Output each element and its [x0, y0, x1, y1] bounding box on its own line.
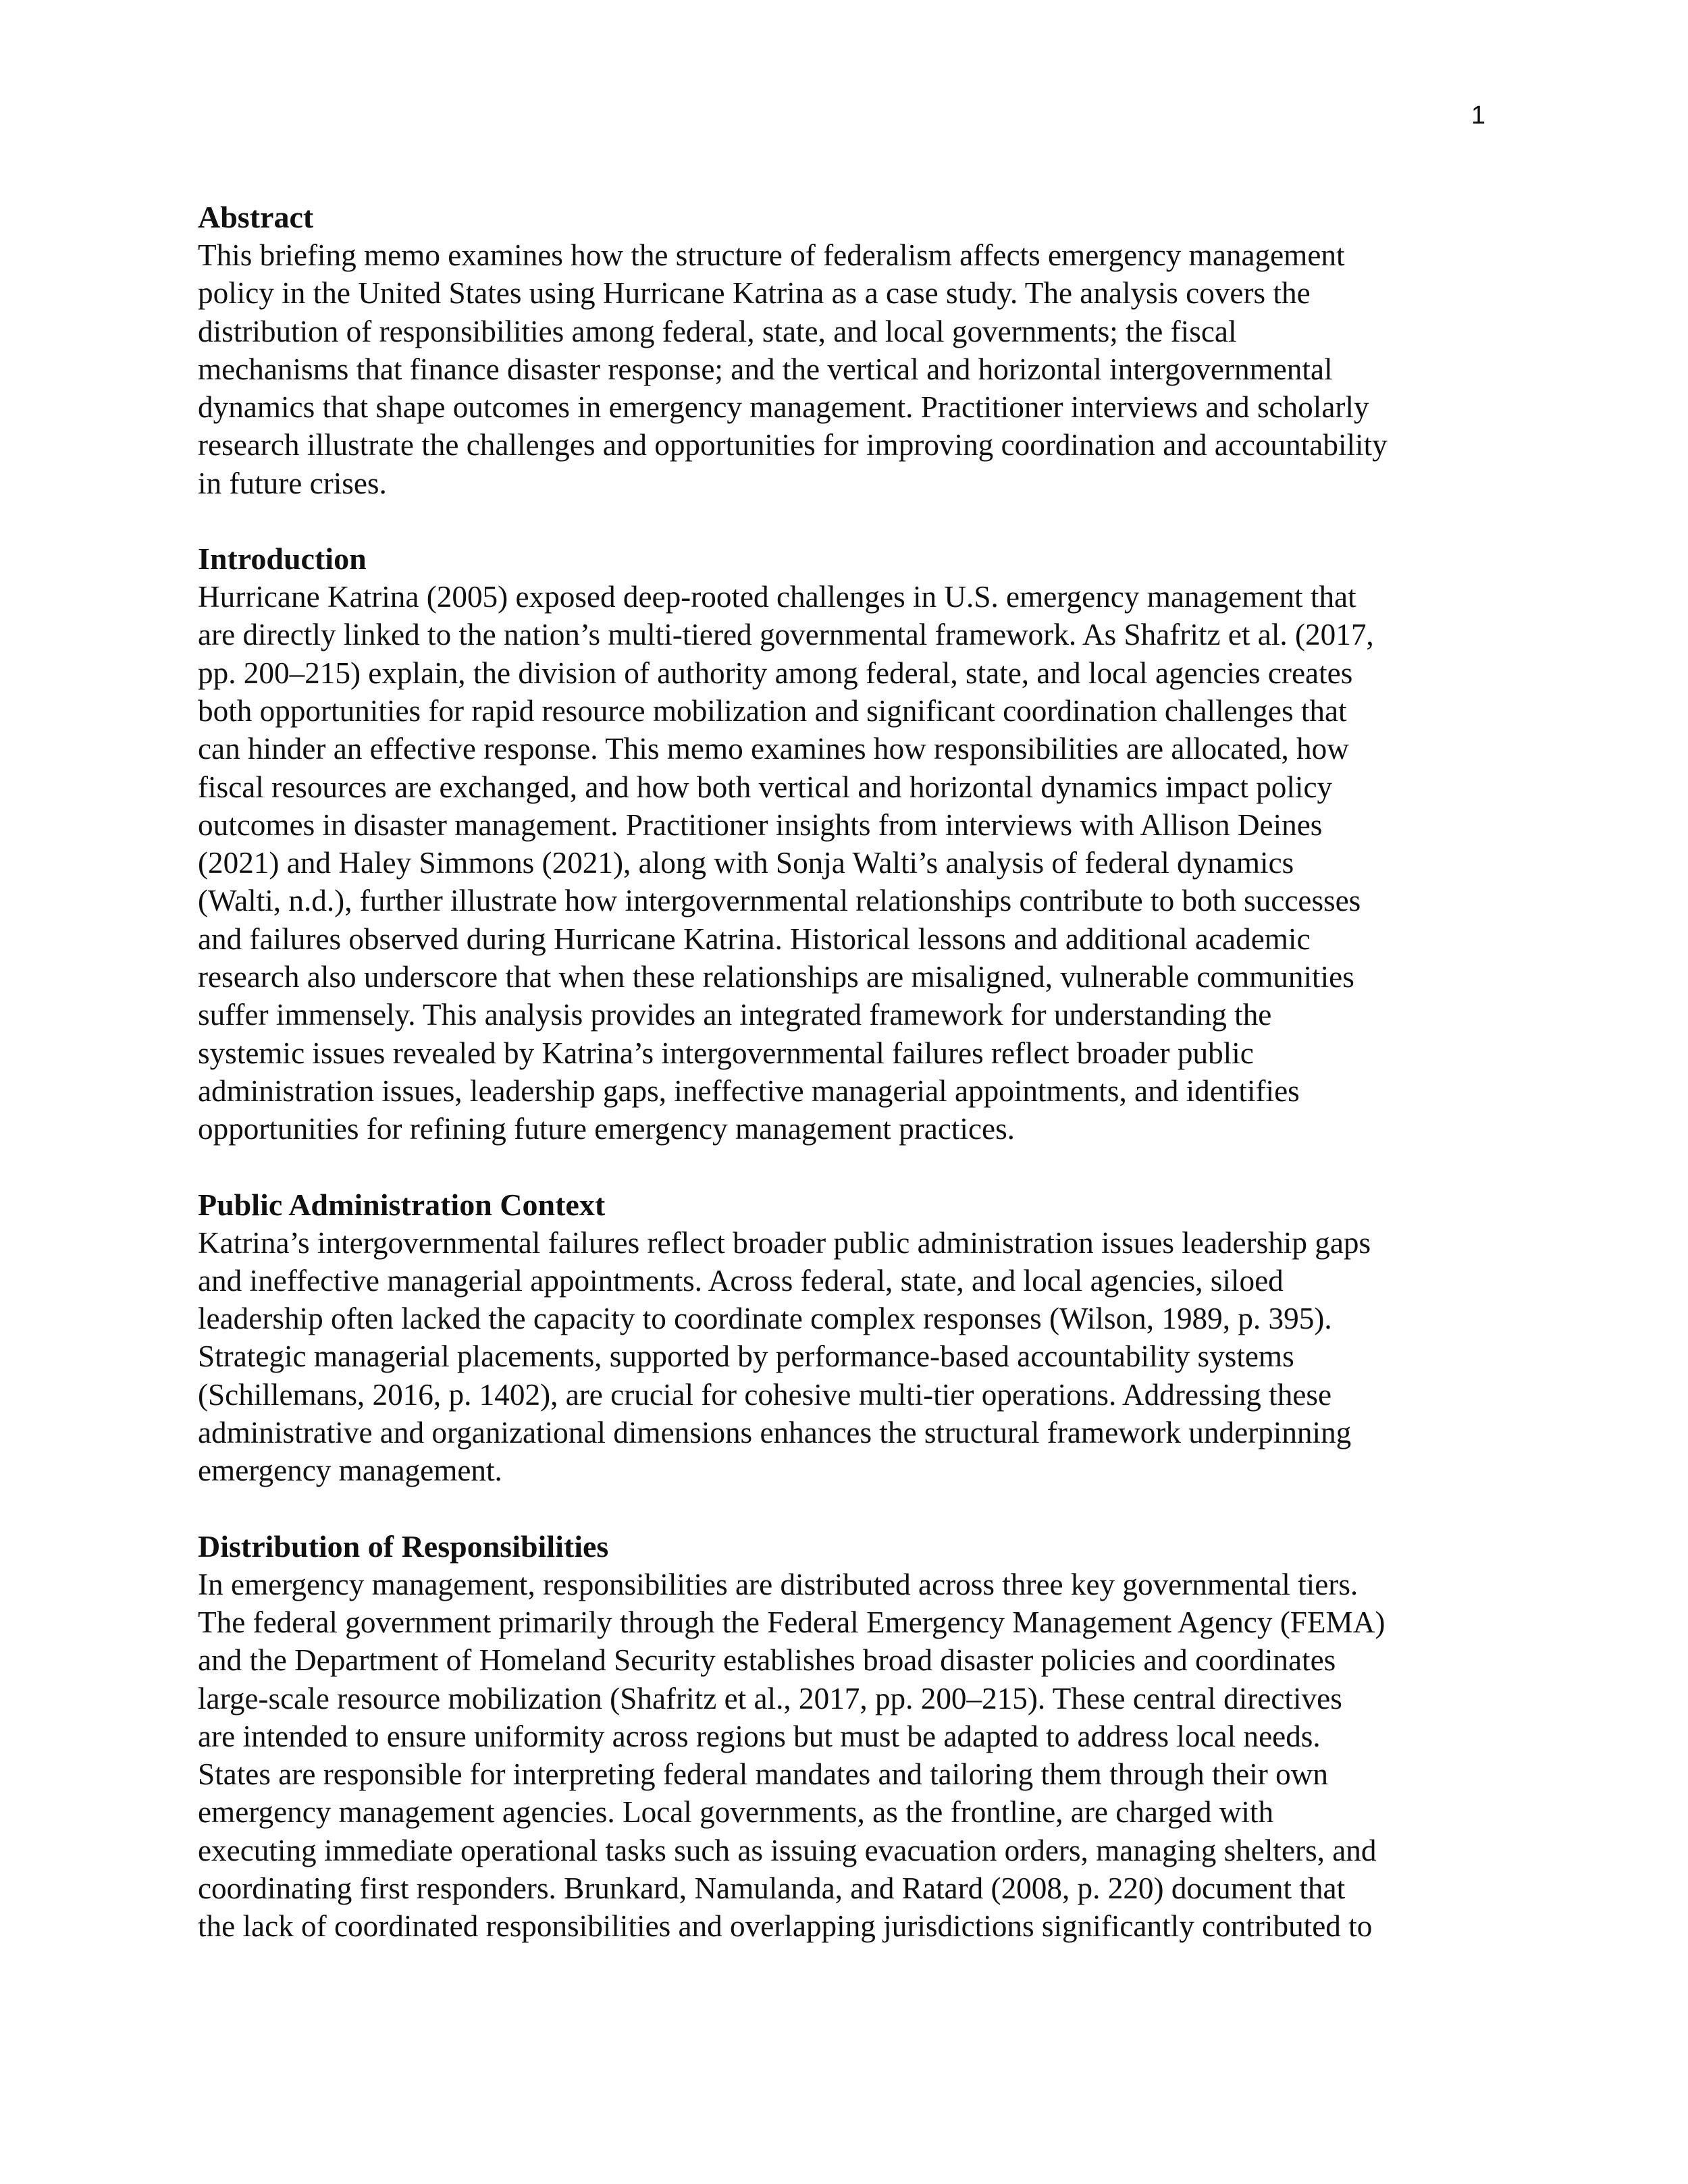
- section-abstract: [198, 198, 1501, 502]
- text-line: (Walti, n.d.), further illustrate how intergovernmental relationships contribute to both successes: [198, 884, 1361, 918]
- text-line: (2021) and Haley Simmons (2021), along with Sonja Walti’s analysis of federal dynamics: [198, 846, 1294, 880]
- text-line: the lack of coordinated responsibilities and overlapping jurisdictions significantly contributed to: [198, 1909, 1373, 1944]
- text-line: both opportunities for rapid resource mobilization and significant coordination challenges that: [198, 693, 1347, 728]
- section-paragraph: [198, 1224, 1501, 1490]
- section-public-administration-context: [198, 1186, 1501, 1490]
- text-line: emergency management agencies. Local governments, as the frontline, are charged with: [198, 1795, 1274, 1830]
- text-line: administrative and organizational dimensions enhances the structural framework underpinning: [198, 1416, 1352, 1450]
- text-line: are directly linked to the nation’s multi-tiered governmental framework. As Shafritz et al. (2017,: [198, 618, 1374, 652]
- section-paragraph: [198, 1566, 1501, 1946]
- text-line: The federal government primarily through the Federal Emergency Management Agency (FEMA): [198, 1605, 1386, 1639]
- text-line: and failures observed during Hurricane Katrina. Historical lessons and additional academic: [198, 922, 1311, 956]
- text-line: outcomes in disaster management. Practitioner insights from interviews with Allison Deines: [198, 807, 1323, 842]
- text-line: Strategic managerial placements, supported by performance-based accountability systems: [198, 1339, 1294, 1374]
- text-line: and the Department of Homeland Security establishes broad disaster policies and coordinates: [198, 1643, 1336, 1678]
- text-line: systemic issues revealed by Katrina’s intergovernmental failures reflect broader public: [198, 1036, 1254, 1070]
- page-number: 1: [1471, 101, 1485, 130]
- document-content: [198, 198, 1501, 1983]
- text-line: in future crises.: [198, 466, 387, 500]
- text-line: research also underscore that when these relationships are misaligned, vulnerable communities: [198, 960, 1354, 994]
- text-line: States are responsible for interpreting federal mandates and tailoring them through their own: [198, 1757, 1328, 1792]
- text-line: large-scale resource mobilization (Shafritz et al., 2017, pp. 200–215). These central directives: [198, 1681, 1342, 1715]
- text-line: emergency management.: [198, 1454, 502, 1488]
- text-line: fiscal resources are exchanged, and how both vertical and horizontal dynamics impact policy: [198, 770, 1333, 804]
- text-line: Katrina’s intergovernmental failures reflect broader public administration issues leadership gaps: [198, 1225, 1371, 1260]
- text-line: distribution of responsibilities among federal, state, and local governments; the fiscal: [198, 314, 1237, 348]
- text-line: policy in the United States using Hurricane Katrina as a case study. The analysis covers the: [198, 276, 1311, 311]
- text-line: This briefing memo examines how the structure of federalism affects emergency management: [198, 238, 1345, 272]
- text-line: can hinder an effective response. This memo examines how responsibilities are allocated, how: [198, 732, 1349, 766]
- text-line: dynamics that shape outcomes in emergency management. Practitioner interviews and scholarly: [198, 390, 1369, 425]
- section-heading: Distribution of Responsibilities: [198, 1528, 609, 1564]
- text-line: executing immediate operational tasks such as issuing evacuation orders, managing shelters, and: [198, 1833, 1377, 1867]
- text-line: opportunities for refining future emergency management practices.: [198, 1112, 1015, 1146]
- text-line: administration issues, leadership gaps, ineffective managerial appointments, and identifies: [198, 1073, 1300, 1108]
- section-heading: Introduction: [198, 541, 367, 577]
- text-line: In emergency management, responsibilities are distributed across three key governmental tiers.: [198, 1567, 1359, 1601]
- text-line: suffer immensely. This analysis provides an integrated framework for understanding the: [198, 998, 1272, 1032]
- text-line: Hurricane Katrina (2005) exposed deep-rooted challenges in U.S. emergency management that: [198, 580, 1356, 614]
- section-paragraph: [198, 236, 1501, 502]
- section-paragraph: [198, 578, 1501, 1148]
- text-line: leadership often lacked the capacity to coordinate complex responses (Wilson, 1989, p. 395).: [198, 1302, 1332, 1336]
- text-line: mechanisms that finance disaster response; and the vertical and horizontal intergovernmental: [198, 352, 1333, 386]
- text-line: pp. 200–215) explain, the division of authority among federal, state, and local agencies creates: [198, 656, 1353, 690]
- text-line: research illustrate the challenges and opportunities for improving coordination and accountability: [198, 428, 1388, 462]
- text-line: and ineffective managerial appointments. Across federal, state, and local agencies, siloed: [198, 1263, 1284, 1298]
- section-introduction: [198, 540, 1501, 1148]
- text-line: are intended to ensure uniformity across regions but must be adapted to address local needs.: [198, 1719, 1321, 1753]
- section-heading: Public Administration Context: [198, 1187, 606, 1222]
- text-line: (Schillemans, 2016, p. 1402), are crucial for cohesive multi-tier operations. Addressing these: [198, 1377, 1332, 1412]
- section-distribution-of-responsibilities: [198, 1528, 1501, 1946]
- section-heading: Abstract: [198, 200, 314, 234]
- text-line: coordinating first responders. Brunkard, Namulanda, and Ratard (2008, p. 220) document that: [198, 1871, 1346, 1905]
